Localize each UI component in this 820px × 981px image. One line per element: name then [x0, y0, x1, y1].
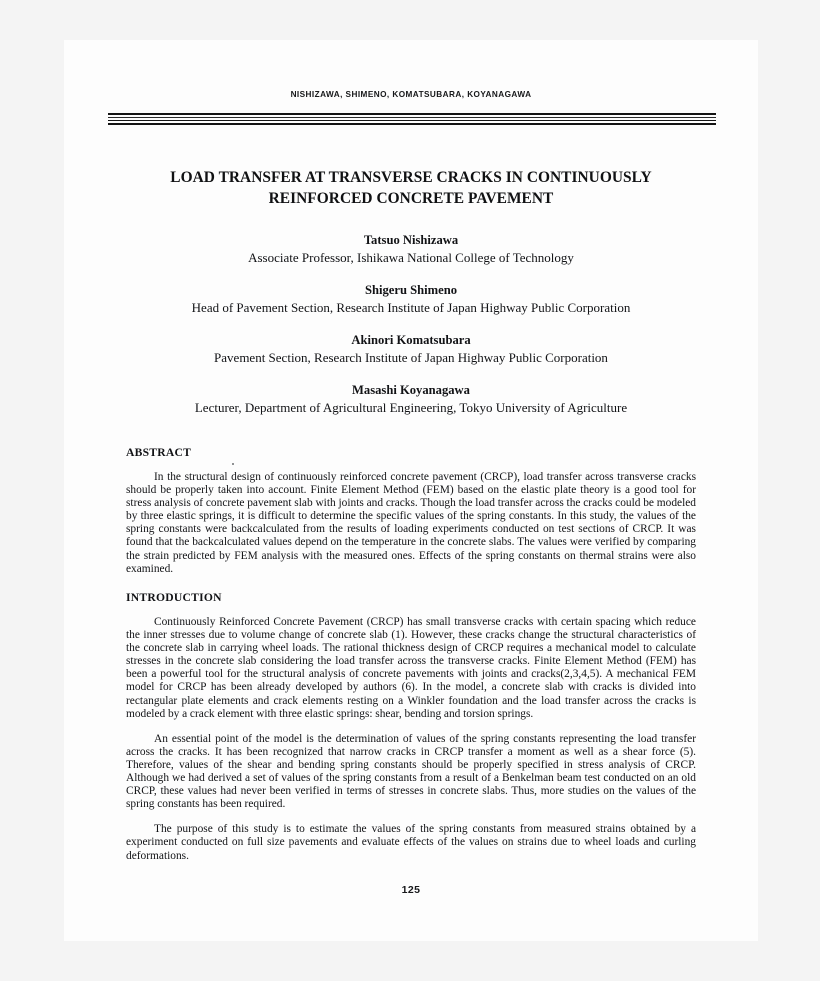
abstract-heading: ABSTRACT: [126, 446, 192, 459]
author-entry: [98, 332, 724, 366]
rule-line-4: [108, 123, 716, 125]
author-affiliation: Associate Professor, Ishikawa National College of Technology: [248, 250, 574, 265]
document-page: [64, 40, 758, 941]
rule-line-1: [108, 113, 716, 115]
introduction-paragraph-3: The purpose of this study is to estimate the values of the spring constants from measured strains obtained by a experiment conducted on full size pavements and evaluate effects of the values on strains due to wheel loads and curling deformations.: [126, 823, 696, 862]
author-affiliation: Head of Pavement Section, Research Institute of Japan Highway Public Corporation: [191, 300, 631, 315]
abstract-paragraph: In the structural design of continuously reinforced concrete pavement (CRCP), load transfer across transverse cracks should be properly taken into account. Finite Element Method (FEM) based on the elastic plate theory is a good tool for stress analysis of concrete pavement slab with joints and cracks. Though the load transfer across the cracks could be modeled by three elastic springs, it is difficult to determine the specific values of the spring constants. In this study, the values of the spring constants were backcalculated from the results of loading experiments conducted on test sections of CRCP. It was found that the backcalculated values depend on the temperature in the concrete slabs. The values were verified by comparing the strain predicted by FEM analysis with the measured ones. Effects of the spring constants on thermal strains were also examined.: [126, 471, 696, 575]
author-affiliation: Lecturer, Department of Agricultural Engineering, Tokyo University of Agriculture: [194, 400, 628, 415]
abstract-section: [126, 446, 696, 576]
introduction-heading: INTRODUCTION: [126, 591, 222, 604]
introduction-paragraph-1: Continuously Reinforced Concrete Pavement (CRCP) has small transverse cracks with certain spacing which reduce the inner stresses due to volume change of concrete slab (1). However, these cracks change the structural characteristics of the concrete slab in carrying wheel loads. The rational thickness design of CRCP requires a mechanical model to calculate stresses in the concrete slab considering the load transfer across the transverse cracks. Finite Element Method (FEM) has been a powerful tool for the structural analysis of concrete pavements with joints and cracks(2,3,4,5). A mechanical FEM model for CRCP has been already developed by authors (6). In the model, a concrete slab with cracks is divided into rectangular plate elements and crack elements resting on a Winkler foundation and the load transfer across the cracks is modeled by a crack element with three elastic springs: shear, bending and torsion springs.: [126, 616, 696, 720]
introduction-section: [126, 591, 696, 863]
introduction-paragraph-2: An essential point of the model is the determination of values of the spring constants representing the load transfer across the cracks. It has been recognized that narrow cracks in CRCP transfer a moment as well as a shear force (5). Therefore, values of the shear and bending spring constants should be properly specified in stress analysis of CRCP. Although we had derived a set of values of the spring constants from a result of a Benkelman beam test conducted on an old CRCP, these values had never been verified in terms of stresses in concrete slabs. Thus, more studies on the values of the spring constants has been required.: [126, 732, 696, 811]
author-entry: [98, 232, 724, 266]
author-affiliation: Pavement Section, Research Institute of Japan Highway Public Corporation: [214, 350, 608, 365]
page-title: LOAD TRANSFER AT TRANSVERSE CRACKS IN CONTINUOUSLY REINFORCED CONCRETE PAVEMENT: [170, 169, 652, 208]
author-name: Tatsuo Nishizawa: [363, 233, 459, 247]
author-name: Masashi Koyanagawa: [352, 383, 470, 397]
author-name: Akinori Komatsubara: [351, 333, 471, 347]
rule-line-2: [108, 117, 716, 119]
page-number: 125: [401, 884, 421, 896]
author-name: Shigeru Shimeno: [364, 283, 458, 297]
rule-line-3: [108, 120, 716, 122]
header-rule-divider: [108, 113, 716, 125]
author-entry: [98, 282, 724, 316]
author-block: [98, 232, 724, 416]
running-header: NISHIZAWA, SHIMENO, KOMATSUBARA, KOYANAGAWA: [290, 90, 532, 99]
author-entry: [98, 382, 724, 416]
